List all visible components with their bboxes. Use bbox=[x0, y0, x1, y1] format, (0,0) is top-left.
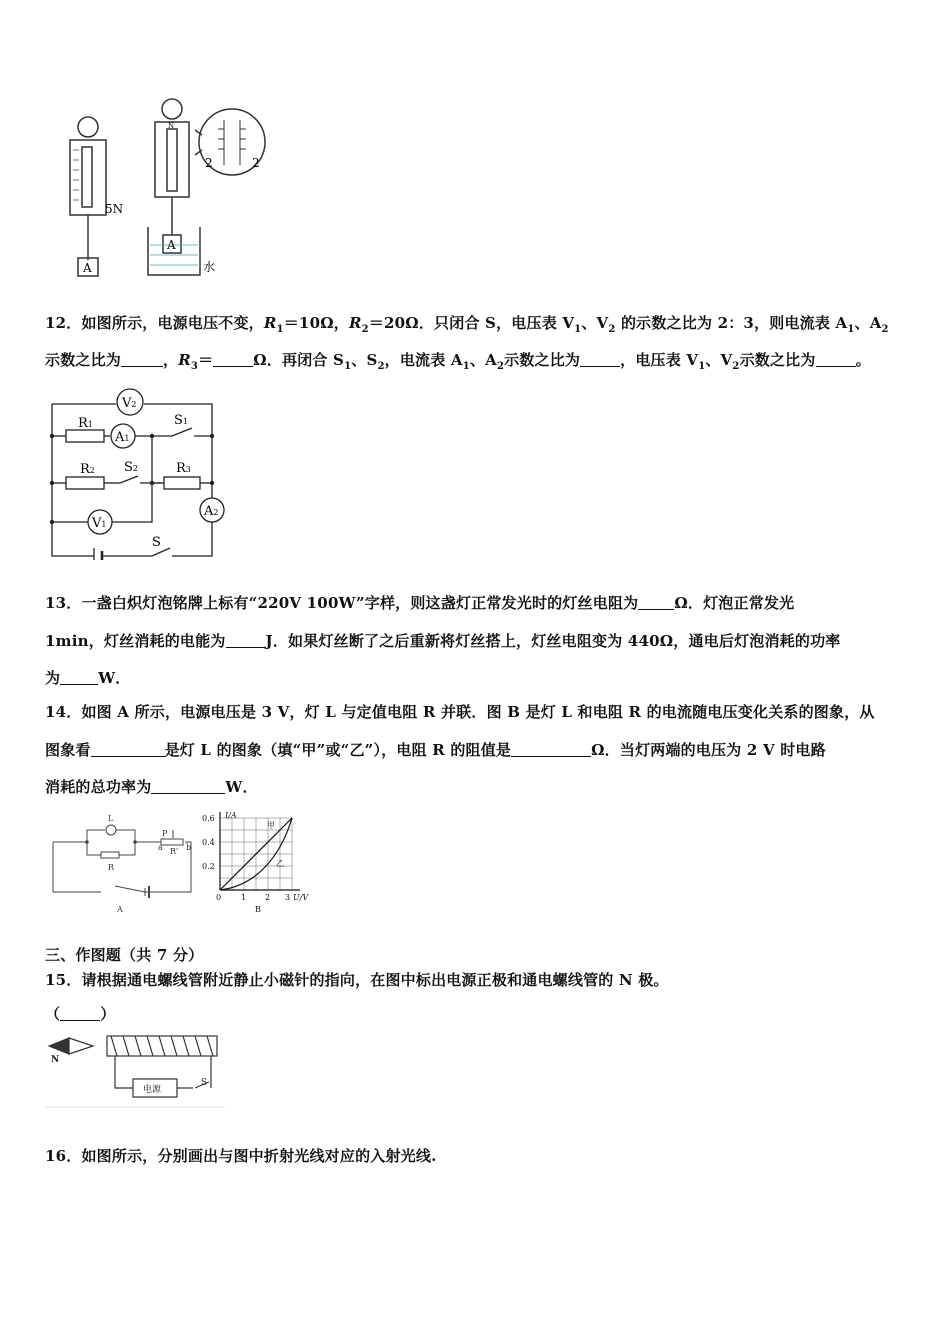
s1-label: S bbox=[174, 413, 183, 428]
q14-figure-b-graph bbox=[200, 808, 315, 918]
scale-label-right: 2 bbox=[252, 156, 260, 170]
svg-text:V2: V2 bbox=[122, 396, 137, 411]
answer-blank[interactable] bbox=[121, 352, 163, 367]
svg-text:S1: S1 bbox=[174, 413, 188, 428]
lamp-l-label: L bbox=[108, 814, 114, 823]
svg-text:R3: R3 bbox=[176, 461, 191, 476]
q14-line-1: 14．如图 A 所示，电源电压是 3 V，灯 L 与定值电阻 R 并联．图 B 是灯 L 和电阻 R 的电流随电压变化关系的图象，从 bbox=[45, 703, 875, 721]
q12-line-2: 示数之比为 ，$R_3= \Omega$．再闭合 $S_1$、$S_2$，电流表 $A_1$、$A_2$示数之比为 ，电压表 $V_1$、$V_2$示数之比为 。 bbox=[45, 351, 871, 372]
rheostat-r-label: R' bbox=[170, 847, 179, 856]
x-tick: 3 bbox=[285, 893, 291, 902]
y-axis-label: I/A bbox=[225, 811, 237, 820]
label-yi: 乙 bbox=[276, 859, 284, 868]
power-source-label: 电源 bbox=[143, 1085, 162, 1095]
resistor-r-label: R bbox=[108, 863, 115, 872]
scale-label-left: 2 bbox=[205, 156, 213, 170]
y-tick: 0.2 bbox=[202, 862, 215, 871]
scale-label-n: N bbox=[168, 122, 175, 130]
answer-blank[interactable] bbox=[580, 352, 620, 367]
switch-s-label: S bbox=[201, 1078, 208, 1088]
q15-solenoid-figure bbox=[45, 1028, 225, 1110]
q12-line-1: 12．如图所示，电源电压不变，$R_1=10\Omega$，$R_2=20\Omega$．只闭合 S，电压表 $V_1$、$V_2$ 的示数之比为 2：3，则电流表 $A_1$、$A_2$ bbox=[45, 314, 889, 335]
spring-scale-in-air bbox=[70, 117, 106, 276]
a2-label: A bbox=[204, 504, 214, 519]
needle-n-label: N bbox=[51, 1055, 60, 1065]
a1-label: A bbox=[115, 430, 125, 445]
x-tick: 1 bbox=[241, 893, 247, 902]
r2-label: R bbox=[80, 462, 90, 477]
rheostat-b-label: b bbox=[186, 843, 192, 852]
x-tick: 0 bbox=[216, 893, 222, 902]
q14-line-2: 图象看 是灯 L 的图象（填“甲”或“乙”），电阻 R 的阻值是 Ω．当灯两端的电压为 2 V 时电路 bbox=[45, 741, 826, 759]
q13-line-2: 1min，灯丝消耗的电能为 J．如果灯丝断了之后重新将灯丝搭上，灯丝电阻变为 440Ω，通电后灯泡消耗的功率 bbox=[45, 632, 841, 650]
section-3-title: 三、作图题（共 7 分） bbox=[45, 946, 204, 964]
spring-scale-in-water bbox=[148, 99, 265, 275]
answer-blank[interactable] bbox=[816, 352, 856, 367]
answer-blank[interactable] bbox=[60, 1006, 100, 1021]
svg-text:S2: S2 bbox=[124, 460, 138, 475]
label-water: 水 bbox=[203, 260, 216, 274]
svg-text:V1: V1 bbox=[92, 516, 107, 531]
r1-label: R bbox=[78, 416, 88, 431]
x-tick: 2 bbox=[265, 893, 271, 902]
svg-text:R2: R2 bbox=[80, 462, 95, 477]
label-a-right: A bbox=[167, 238, 176, 252]
spring-scale-figure bbox=[60, 95, 280, 285]
y-tick: 0.4 bbox=[202, 838, 215, 847]
q15-answer: （ ） bbox=[45, 1005, 116, 1023]
q13-line-1: 13．一盏白炽灯泡铭牌上标有“220V 100W”字样，则这盏灯正常发光时的灯丝电阻为 Ω．灯泡正常发光 bbox=[45, 594, 795, 612]
answer-blank[interactable] bbox=[151, 779, 225, 794]
s-label: S bbox=[152, 535, 161, 550]
answer-blank[interactable] bbox=[638, 595, 674, 610]
label-5n: 5N bbox=[105, 202, 124, 216]
svg-text:A2: A2 bbox=[204, 504, 219, 519]
answer-blank[interactable] bbox=[226, 633, 266, 648]
q13-line-3: 为 W． bbox=[45, 669, 131, 687]
label-a-left: A bbox=[83, 261, 92, 275]
q15-text: 15．请根据通电螺线管附近静止小磁针的指向，在图中标出电源正极和通电螺线管的 N 极。 bbox=[45, 971, 669, 989]
v2-label: V bbox=[122, 396, 132, 411]
answer-blank[interactable] bbox=[213, 352, 253, 367]
label-jia: 甲 bbox=[267, 821, 275, 830]
y-tick: 0.6 bbox=[202, 814, 215, 823]
q14-line-3: 消耗的总功率为 W． bbox=[45, 778, 258, 796]
s2-label: S bbox=[124, 460, 133, 475]
q16-text: 16．如图所示，分别画出与图中折射光线对应的入射光线. bbox=[45, 1147, 437, 1165]
answer-blank[interactable] bbox=[511, 742, 591, 757]
figure-b-caption: B bbox=[255, 905, 261, 914]
x-axis-label: U/V bbox=[293, 893, 309, 902]
figure-a-caption: A bbox=[117, 905, 123, 914]
q14-figure-a bbox=[45, 808, 205, 918]
svg-text:A1: A1 bbox=[115, 430, 130, 445]
q12-circuit-diagram bbox=[40, 380, 240, 560]
answer-blank[interactable] bbox=[91, 742, 165, 757]
answer-blank[interactable] bbox=[60, 670, 98, 685]
rheostat-p-label: P bbox=[162, 829, 168, 838]
v1-label: V bbox=[92, 516, 102, 531]
svg-text:R1: R1 bbox=[78, 416, 93, 431]
r3-label: R bbox=[176, 461, 186, 476]
rheostat-a-label: a bbox=[158, 843, 163, 852]
